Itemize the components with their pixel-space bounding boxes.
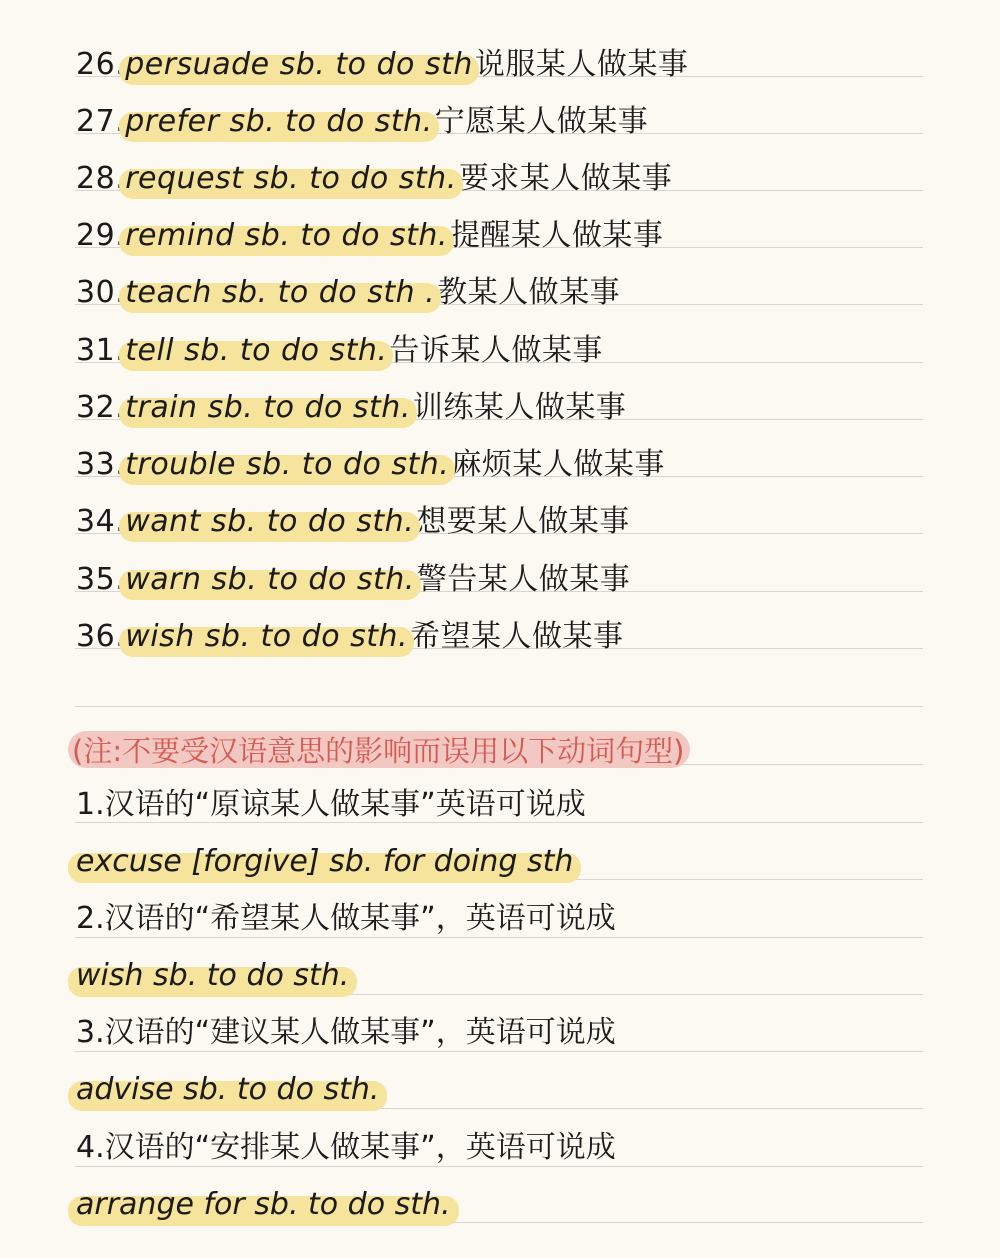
chinese-meaning: 教某人做某事 (437, 275, 621, 310)
list-item (76, 434, 665, 484)
item-number: 28. (76, 161, 126, 196)
list-item (76, 91, 648, 141)
item-number: 34. (76, 504, 126, 539)
note-item-english (76, 951, 349, 995)
chinese-meaning: 告诉某人做某事 (389, 333, 603, 368)
note-item-english (76, 837, 573, 881)
item-number: 27. (76, 104, 126, 139)
chinese-meaning: 要求某人做某事 (458, 161, 673, 196)
note-item-english (76, 1065, 379, 1109)
note-item-chinese: 2.汉语的“希望某人做某事”，英语可说成 (76, 901, 616, 936)
english-phrase: remind sb. to do sth. (125, 218, 448, 253)
note-item-chinese: 4.汉语的“安排某人做某事”，英语可说成 (76, 1130, 616, 1165)
item-number: 36. (76, 619, 126, 654)
english-phrase: persuade sb. to do sth (125, 47, 473, 82)
english-phrase: tell sb. to do sth. (125, 333, 388, 368)
list-item (76, 205, 663, 255)
english-phrase: excuse [forgive] sb. for doing sth (76, 844, 574, 879)
english-phrase: prefer sb. to do sth. (125, 104, 433, 139)
list-item (76, 34, 688, 84)
english-phrase: arrange for sb. to do sth. (76, 1187, 451, 1222)
list-item (76, 606, 624, 656)
english-phrase: teach sb. to do sth . (125, 275, 436, 310)
item-number: 30. (76, 275, 126, 310)
note-heading: (注:不要受汉语意思的影响而误用以下动词句型) (72, 728, 684, 770)
item-number: 31. (76, 333, 126, 368)
chinese-meaning: 警告某人做某事 (416, 562, 631, 597)
ruled-line (75, 706, 923, 707)
list-item (76, 320, 603, 370)
note-item-english (76, 1180, 451, 1224)
chinese-meaning: 麻烦某人做某事 (451, 447, 665, 482)
chinese-meaning: 宁愿某人做某事 (434, 104, 649, 139)
chinese-meaning: 想要某人做某事 (416, 504, 630, 539)
english-phrase: trouble sb. to do sth. (125, 447, 450, 482)
chinese-meaning: 训练某人做某事 (412, 390, 627, 425)
chinese-meaning: 提醒某人做某事 (449, 218, 664, 253)
list-item (76, 491, 630, 541)
chinese-meaning: 希望某人做某事 (410, 619, 624, 654)
note-item-chinese: 1.汉语的“原谅某人做某事”英语可说成 (76, 787, 586, 822)
english-phrase: want sb. to do sth. (125, 504, 415, 539)
english-phrase: train sb. to do sth. (125, 390, 411, 425)
item-number: 29. (76, 218, 126, 253)
item-number: 33. (76, 447, 126, 482)
item-number: 26. (76, 47, 126, 82)
english-phrase: warn sb. to do sth. (125, 562, 415, 597)
list-item (76, 148, 672, 198)
item-number: 32. (76, 390, 126, 425)
list-item (76, 262, 620, 312)
note-item-chinese: 3.汉语的“建议某人做某事”，英语可说成 (76, 1015, 616, 1050)
english-phrase: request sb. to do sth. (125, 161, 457, 196)
list-item (76, 549, 630, 599)
english-phrase: wish sb. to do sth. (125, 619, 409, 654)
list-item (76, 377, 626, 427)
item-number: 35. (76, 562, 126, 597)
english-phrase: advise sb. to do sth. (76, 1072, 380, 1107)
english-phrase: wish sb. to do sth. (76, 958, 350, 993)
chinese-meaning: 说服某人做某事 (474, 47, 689, 82)
